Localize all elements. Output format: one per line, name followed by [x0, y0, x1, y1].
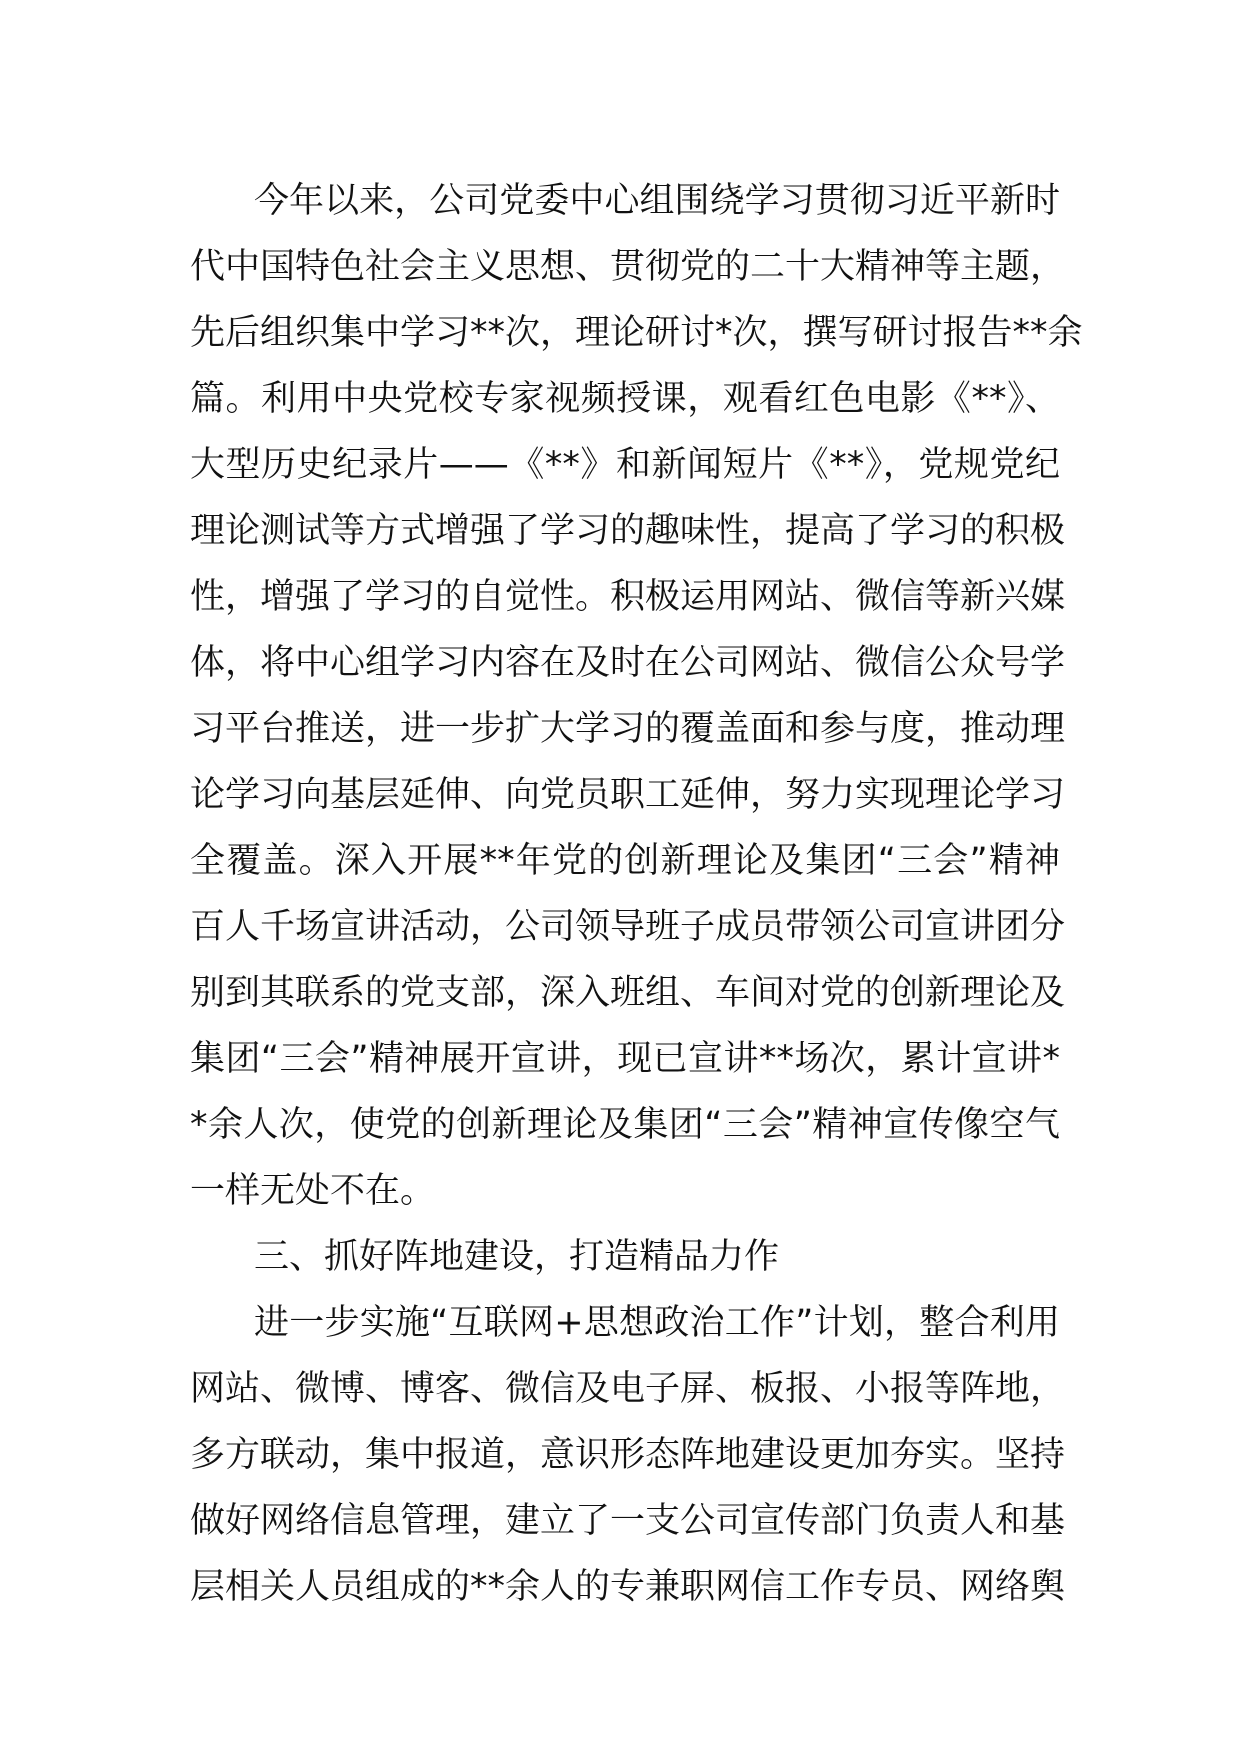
text-line: 代中国特色社会主义思想、贯彻党的二十大精神等主题，: [190, 247, 1066, 287]
text-line: 一样无处不在。: [190, 1171, 436, 1211]
text-line: *余人次，使党的创新理论及集团“三会”精神宣传像空气: [190, 1105, 1060, 1145]
text-line: 今年以来，公司党委中心组围绕学习贯彻习近平新时: [254, 181, 1060, 221]
text-line: 别到其联系的党支部，深入班组、车间对党的创新理论及: [190, 973, 1066, 1013]
text-line: 百人千场宣讲活动，公司领导班子成员带领公司宣讲团分: [190, 907, 1066, 947]
text-line: 大型历史纪录片——《**》和新闻短片《**》，党规党纪: [190, 445, 1060, 485]
paragraph-theory-study: [190, 168, 1083, 1224]
text-line: 性，增强了学习的自觉性。积极运用网站、微信等新兴媒: [190, 577, 1066, 617]
document-body: [190, 168, 1083, 1620]
paragraph-platform-building: [190, 1290, 1066, 1620]
text-line: 先后组织集中学习**次，理论研讨*次，撰写研讨报告**余: [190, 313, 1083, 353]
text-line: 集团“三会”精神展开宣讲，现已宣讲**场次，累计宣讲*: [190, 1039, 1060, 1079]
text-line: 篇。利用中央党校专家视频授课，观看红色电影《**》、: [190, 379, 1060, 419]
text-line: 进一步实施“互联网+思想政治工作”计划，整合利用: [254, 1303, 1060, 1343]
text-line: 体，将中心组学习内容在及时在公司网站、微信公众号学: [190, 643, 1066, 683]
text-line: 多方联动，集中报道，意识形态阵地建设更加夯实。坚持: [190, 1435, 1066, 1475]
text-line: 层相关人员组成的**余人的专兼职网信工作专员、网络舆: [190, 1567, 1066, 1607]
section-heading: 三、抓好阵地建设，打造精品力作: [254, 1237, 780, 1277]
text-line: 习平台推送，进一步扩大学习的覆盖面和参与度，推动理: [190, 709, 1066, 749]
text-line: 理论测试等方式增强了学习的趣味性，提高了学习的积极: [190, 511, 1066, 551]
text-line: 网站、微博、博客、微信及电子屏、板报、小报等阵地，: [190, 1369, 1066, 1409]
text-line: 做好网络信息管理，建立了一支公司宣传部门负责人和基: [190, 1501, 1066, 1541]
text-line: 论学习向基层延伸、向党员职工延伸，努力实现理论学习: [190, 775, 1066, 815]
text-line: 全覆盖。深入开展**年党的创新理论及集团“三会”精神: [190, 841, 1060, 881]
